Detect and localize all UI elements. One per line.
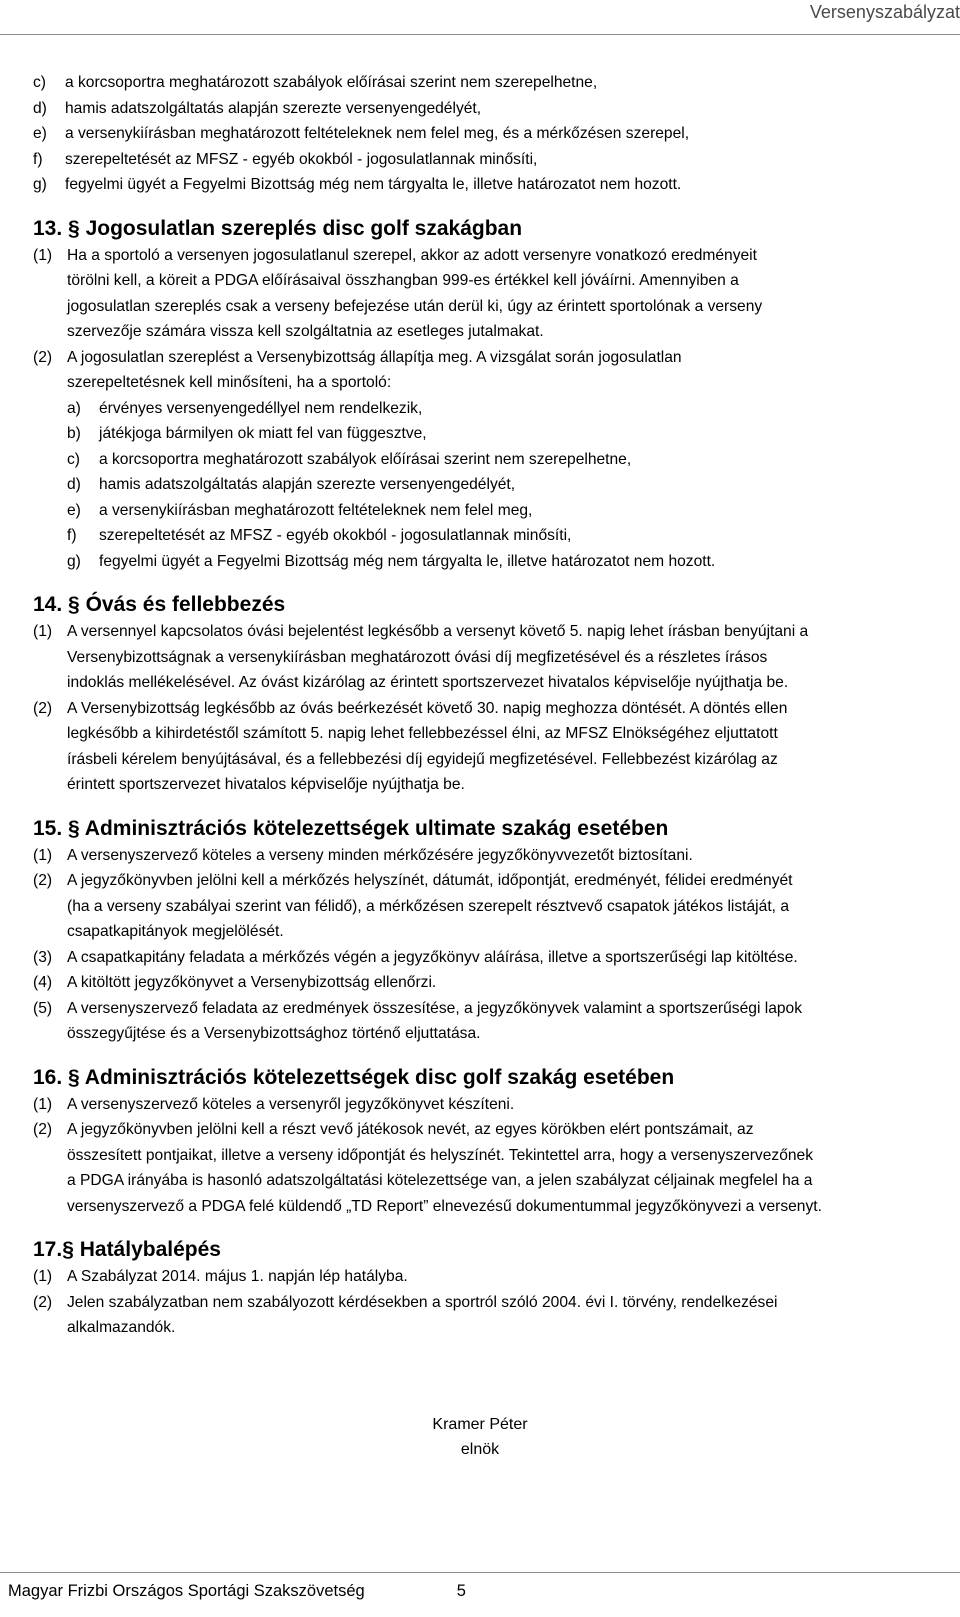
section-13-list [33, 396, 960, 575]
section-13-body [33, 243, 960, 575]
list-item: e) a versenykiírásban meghatározott feltételeknek nem felel meg, és a mérkőzésen szerepel, [33, 125, 690, 142]
signature-name: Kramer Péter [432, 1416, 528, 1433]
paragraph-line: (1) A versenyszervező köteles a versenyről jegyzőkönyvet készíteni. [33, 1095, 515, 1113]
paragraph-line: a PDGA irányába is hasonló adatszolgáltatási kötelezettsége van, a jelen szabályzat céljainak megfelel ha a [67, 1172, 813, 1189]
page-number: 5 [456, 1582, 466, 1600]
section-16-heading: 16. § Adminisztrációs kötelezettségek disc golf szakág esetében [33, 1065, 675, 1089]
paragraph-line: alkalmazandók. [67, 1319, 176, 1336]
list-item: a) érvényes versenyengedéllyel nem rendelkezik, [67, 399, 423, 417]
paragraph-line: (ha a verseny szabályai szerint van félidő), a mérkőzésen szerepelt résztvevő csapatok játékos listáját, a [67, 897, 789, 915]
footer-organization: Magyar Frizbi Országos Sportági Szakszövetség [8, 1582, 365, 1600]
section-15-heading: 15. § Adminisztrációs kötelezettségek ultimate szakág esetében [33, 816, 669, 840]
paragraph-line: (5) A versenyszervező feladata az eredmények összesítése, a jegyzőkönyvek valamint a sportszerűségi lapok [33, 999, 803, 1017]
paragraph-line: összegyűjtése és a Versenybizottsághoz történő eljuttatása. [67, 1025, 481, 1042]
list-item: b) játékjoga bármilyen ok miatt fel van függesztve, [67, 425, 427, 442]
paragraph-line: írásbeli kérelem benyújtásával, és a fellebbezési díj egyidejű megfizetésével. Fellebbezést kizárólag az [67, 750, 778, 768]
paragraph-line: (2) A Versenybizottság legkésőbb az óvás beérkezését követő 30. napig meghozza döntését. A döntés ellen [33, 699, 788, 717]
paragraph-line: érintett sportszervezet hivatalos képviselője nyújthatja be. [67, 776, 465, 793]
section-13-heading: 13. § Jogosulatlan szereplés disc golf szakágban [33, 216, 523, 240]
paragraph-line: (1) A versennyel kapcsolatos óvási bejelentést legkésőbb a versenyt követő 5. napig lehet írásban benyújtani a [33, 623, 809, 640]
paragraph-line: csapatkapitányok megjelölését. [67, 923, 284, 940]
section-17-body [33, 1264, 960, 1341]
section-14-body [33, 619, 960, 798]
paragraph-line: (1) Ha a sportoló a versenyen jogosulatlanul szerepel, akkor az adott versenyre vonatkozó eredményeit [33, 246, 757, 264]
list-item: d) hamis adatszolgáltatás alapján szerezte versenyengedélyét, [67, 476, 516, 493]
paragraph-line: összesített pontjaikat, illetve a verseny időpontját és helyszínét. Tekintettel arra, hogy a versenyszervezőnek [67, 1146, 814, 1164]
section-17-heading: 17.§ Hatálybalépés [33, 1238, 221, 1261]
paragraph-line: (4) A kitöltött jegyzőkönyvet a Versenybizottság ellenőrzi. [33, 974, 437, 991]
paragraph-line: (1) A versenyszervező köteles a verseny minden mérkőzésére jegyzőkönyvvezetőt biztosítani. [33, 846, 693, 864]
paragraph-line: Versenybizottságnak a versenykiírásban meghatározott óvási díj megfizetésével és a részletes írásos [67, 648, 768, 666]
paragraph-line: indoklás mellékelésével. Az óvást kizárólag az érintett sportszervezet hivatalos képviselője nyújthatja be. [67, 674, 789, 691]
section-15-body [33, 843, 960, 1047]
paragraph-line: versenyszervező a PDGA felé küldendő „TD Report” elnevezésű dokumentummal jegyzőkönyvezi a versenyt. [67, 1197, 822, 1215]
paragraph-line: (3) A csapatkapitány feladata a mérkőzés végén a jegyzőkönyv aláírása, illetve a sportszerűségi lap kitöltése. [33, 948, 798, 966]
footer [8, 1582, 466, 1601]
list-item: f) szerepeltetését az MFSZ - egyéb okokból - jogosulatlannak minősíti, [67, 527, 572, 544]
list-item: e) a versenykiírásban meghatározott feltételeknek nem felel meg, [67, 501, 533, 519]
section-16-body [33, 1092, 960, 1220]
list-item: f) szerepeltetését az MFSZ - egyéb okokból - jogosulatlannak minősíti, [33, 150, 538, 168]
paragraph-line: törölni kell, a köreit a PDGA előírásaival összhangban 999-es értékkel kell jóváírni. Amennyiben a [67, 272, 739, 289]
signature-role: elnök [460, 1441, 500, 1458]
intro-list [33, 70, 960, 198]
document-body [33, 70, 960, 1341]
list-item: d) hamis adatszolgáltatás alapján szerezte versenyengedélyét, [33, 99, 482, 117]
paragraph-line: (2) A jegyzőkönyvben jelölni kell a részt vevő játékosok nevét, az egyes körökben elért pontszámait, az [33, 1121, 754, 1138]
paragraph-line: (1) A Szabályzat 2014. május 1. napján lép hatályba. [33, 1268, 408, 1285]
list-item: g) fegyelmi ügyét a Fegyelmi Bizottság még nem tárgyalta le, illetve határozatot nem hozott. [67, 552, 716, 570]
paragraph-line: szerepeltetésnek kell minősíteni, ha a sportoló: [67, 374, 392, 391]
paragraph-line: legkésőbb a kihirdetéstől számított 5. napig lehet fellebbezéssel élni, az MFSZ Elnökségéhez eljuttatott [67, 725, 778, 742]
paragraph-line: (2) Jelen szabályzatban nem szabályozott kérdésekben a sportról szóló 2004. évi I. törvény, rendelkezései [33, 1293, 778, 1311]
header-title: Versenyszabályzat [809, 2, 960, 22]
paragraph-line: szervezője számára vissza kell szolgáltatnia az esetleges jutalmakat. [67, 323, 544, 340]
list-item: g) fegyelmi ügyét a Fegyelmi Bizottság még nem tárgyalta le, illetve határozatot nem hozott. [33, 176, 682, 193]
section-14-heading: 14. § Óvás és fellebbezés [33, 593, 286, 616]
footer-divider [0, 1572, 960, 1573]
header-divider [0, 34, 960, 35]
paragraph-line: (2) A jegyzőkönyvben jelölni kell a mérkőzés helyszínét, dátumát, időpontját, eredményét, félidei eredményét [33, 872, 793, 889]
list-item: c) a korcsoportra meghatározott szabályok előírásai szerint nem szerepelhetne, [67, 450, 632, 468]
paragraph-line: (2) A jogosulatlan szereplést a Versenybizottság állapítja meg. A vizsgálat során jogosulatlan [33, 348, 682, 366]
paragraph-line: jogosulatlan szereplés csak a verseny befejezése után derül ki, úgy az érintett sportolónak a verseny [67, 297, 763, 315]
list-item: c) a korcsoportra meghatározott szabályok előírásai szerint nem szerepelhetne, [33, 74, 598, 91]
